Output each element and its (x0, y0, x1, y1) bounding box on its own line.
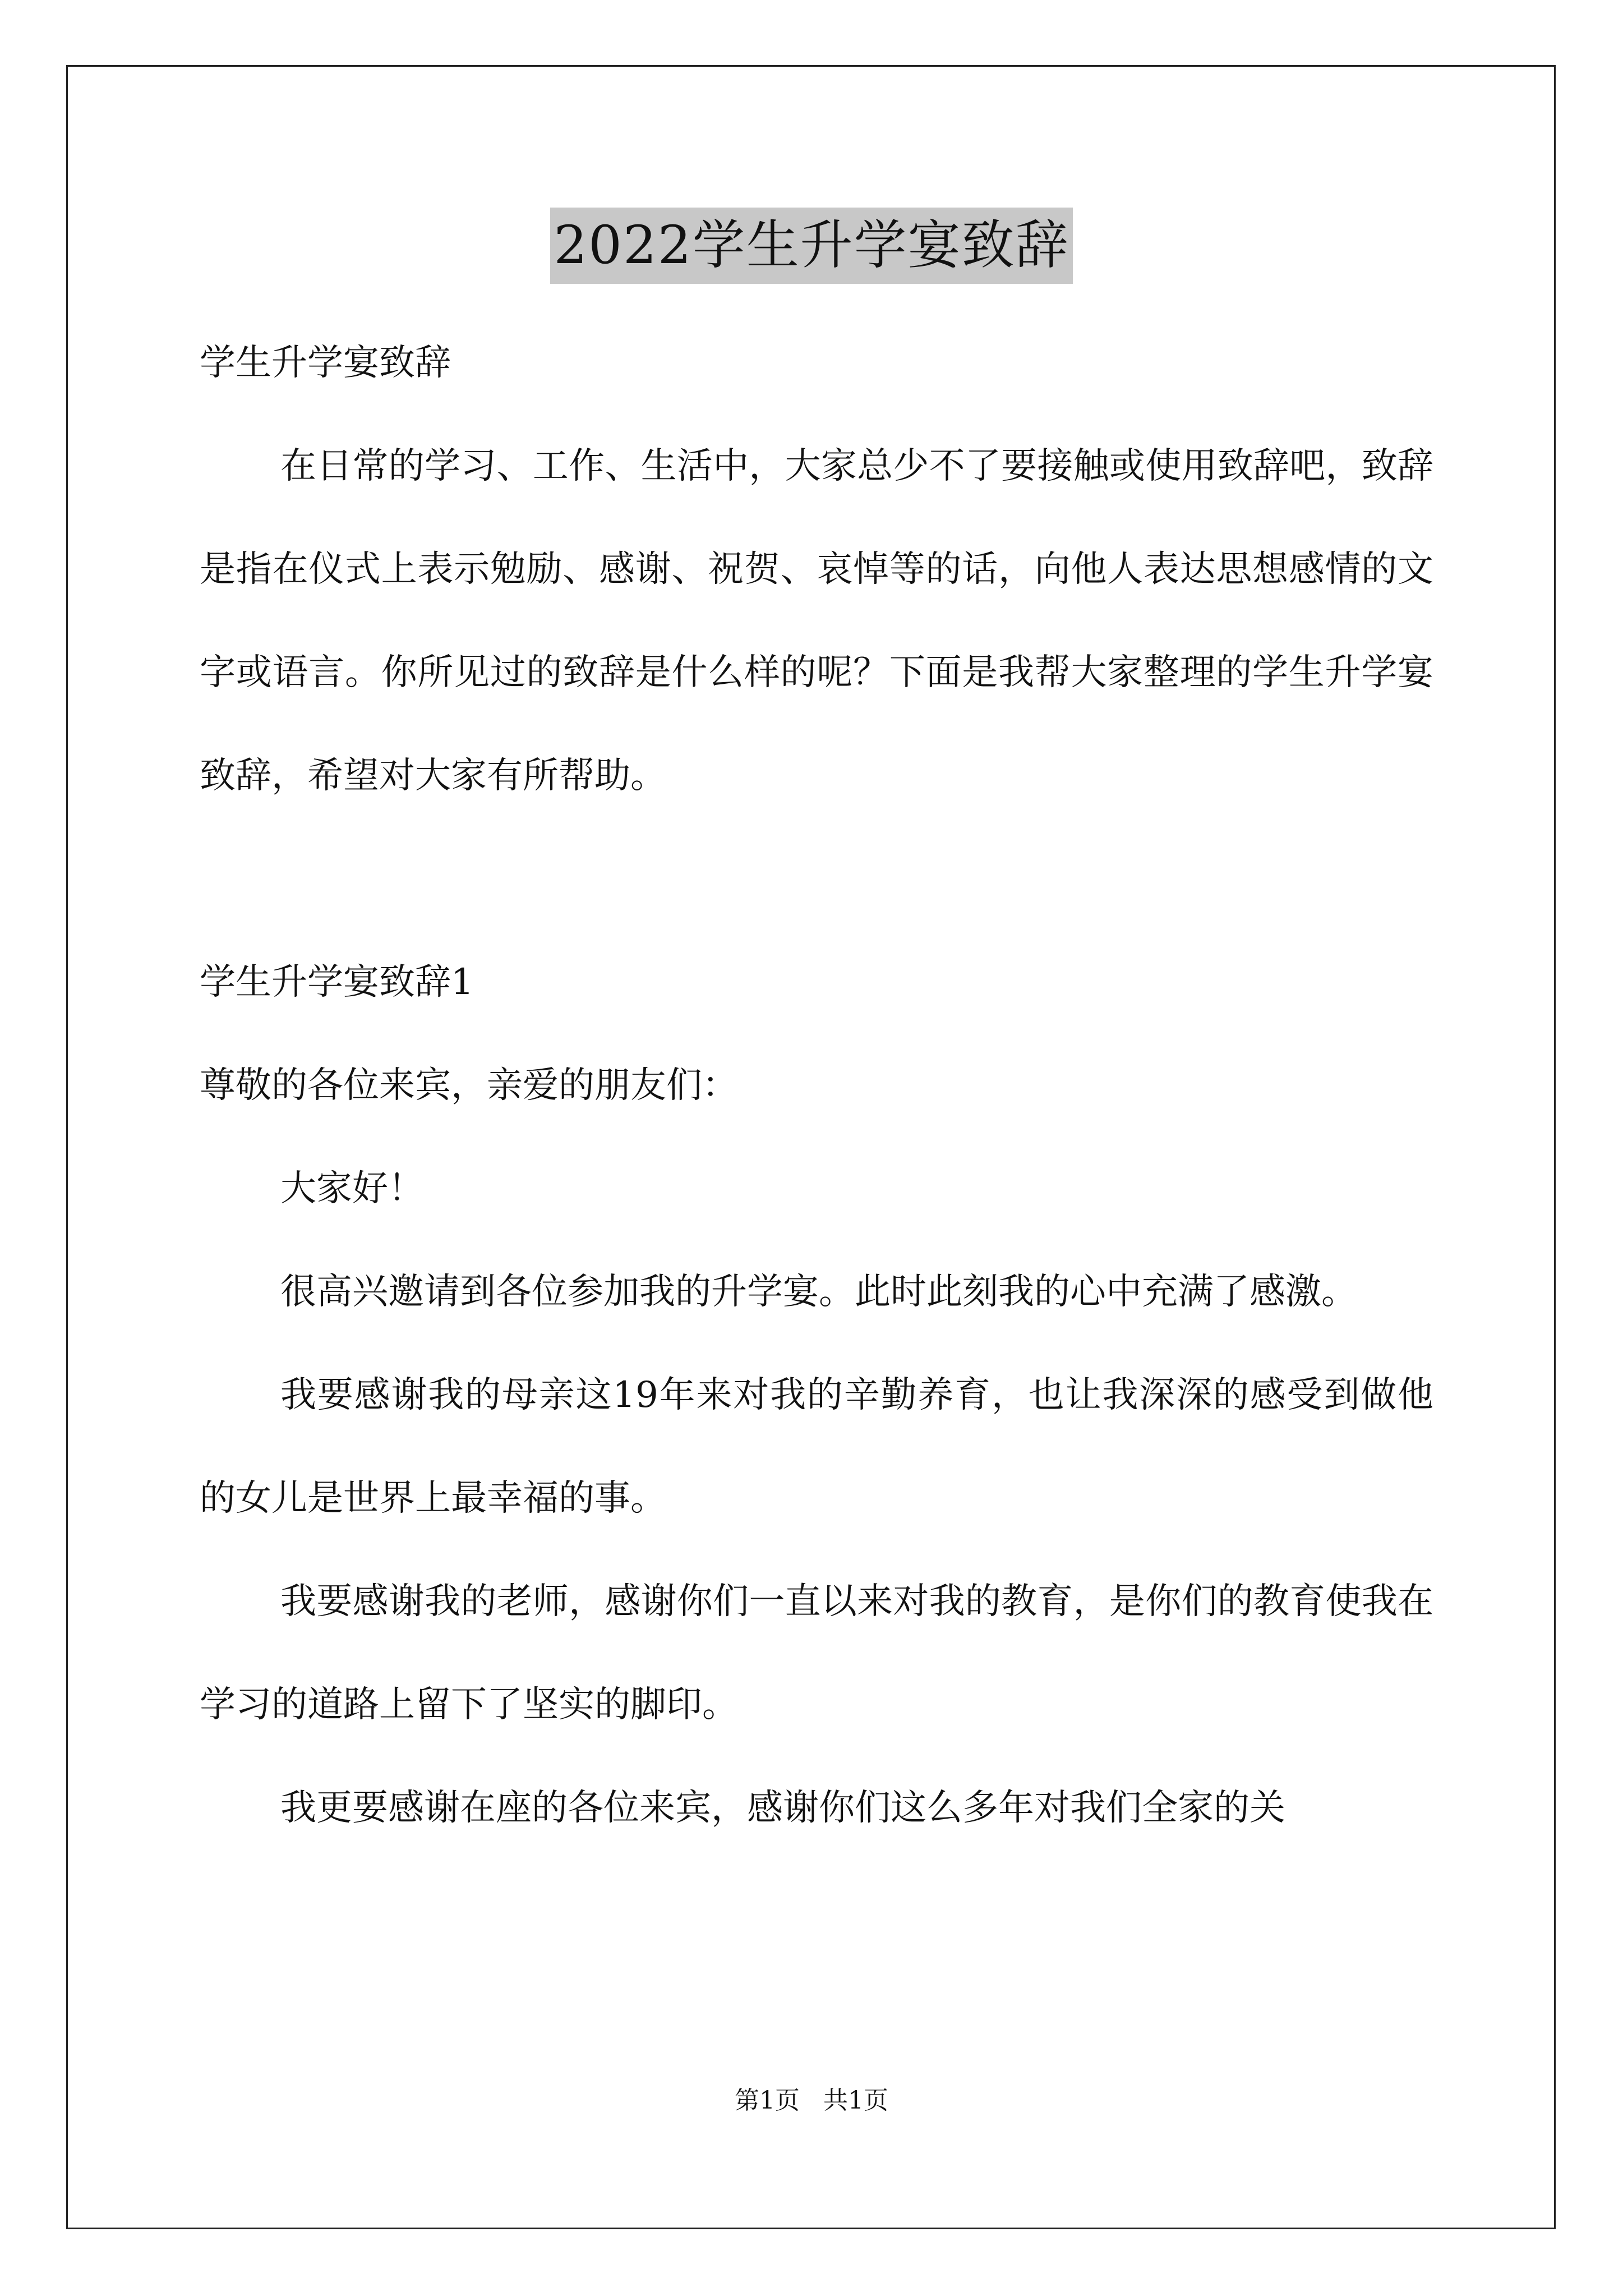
body-paragraph: 我要感谢我的老师，感谢你们一直以来对我的教育，是你们的教育使我在学习的道路上留下了坚实的脚印。 (200, 1581, 1433, 1726)
subtitle: 学生升学宴致辞 (200, 342, 451, 384)
body-paragraph: 我要感谢我的母亲这19年来对我的辛勤养育，也让我深深的感受到做他的女儿是世界上最幸福的事。 (200, 1374, 1433, 1519)
document-body (200, 311, 1433, 1860)
page-total: 共1页 (823, 2086, 888, 2115)
salutation: 尊敬的各位来宾，亲爱的朋友们： (200, 1065, 738, 1106)
body-paragraph: 我更要感谢在座的各位来宾，感谢你们这么多年对我们全家的关 (280, 1787, 1285, 1829)
paragraph-gap (200, 827, 1433, 931)
greeting: 大家好！ (280, 1168, 424, 1209)
document-title: 2022学生升学宴致辞 (550, 208, 1072, 284)
body-paragraph: 很高兴邀请到各位参加我的升学宴。此时此刻我的心中充满了感激。 (280, 1271, 1357, 1313)
intro-paragraph: 在日常的学习、工作、生活中，大家总少不了要接触或使用致辞吧，致辞是指在仪式上表示勉励、感谢、祝贺、哀悼等的话，向他人表达思想感情的文字或语言。你所见过的致辞是什么样的呢？下面是我帮大家整理的学生升学宴致辞，希望对大家有所帮助。 (200, 445, 1433, 797)
page-current: 第1页 (735, 2086, 800, 2115)
title-wrap (0, 208, 1623, 284)
page-footer (0, 2084, 1623, 2118)
section-heading: 学生升学宴致辞1 (200, 961, 474, 1003)
